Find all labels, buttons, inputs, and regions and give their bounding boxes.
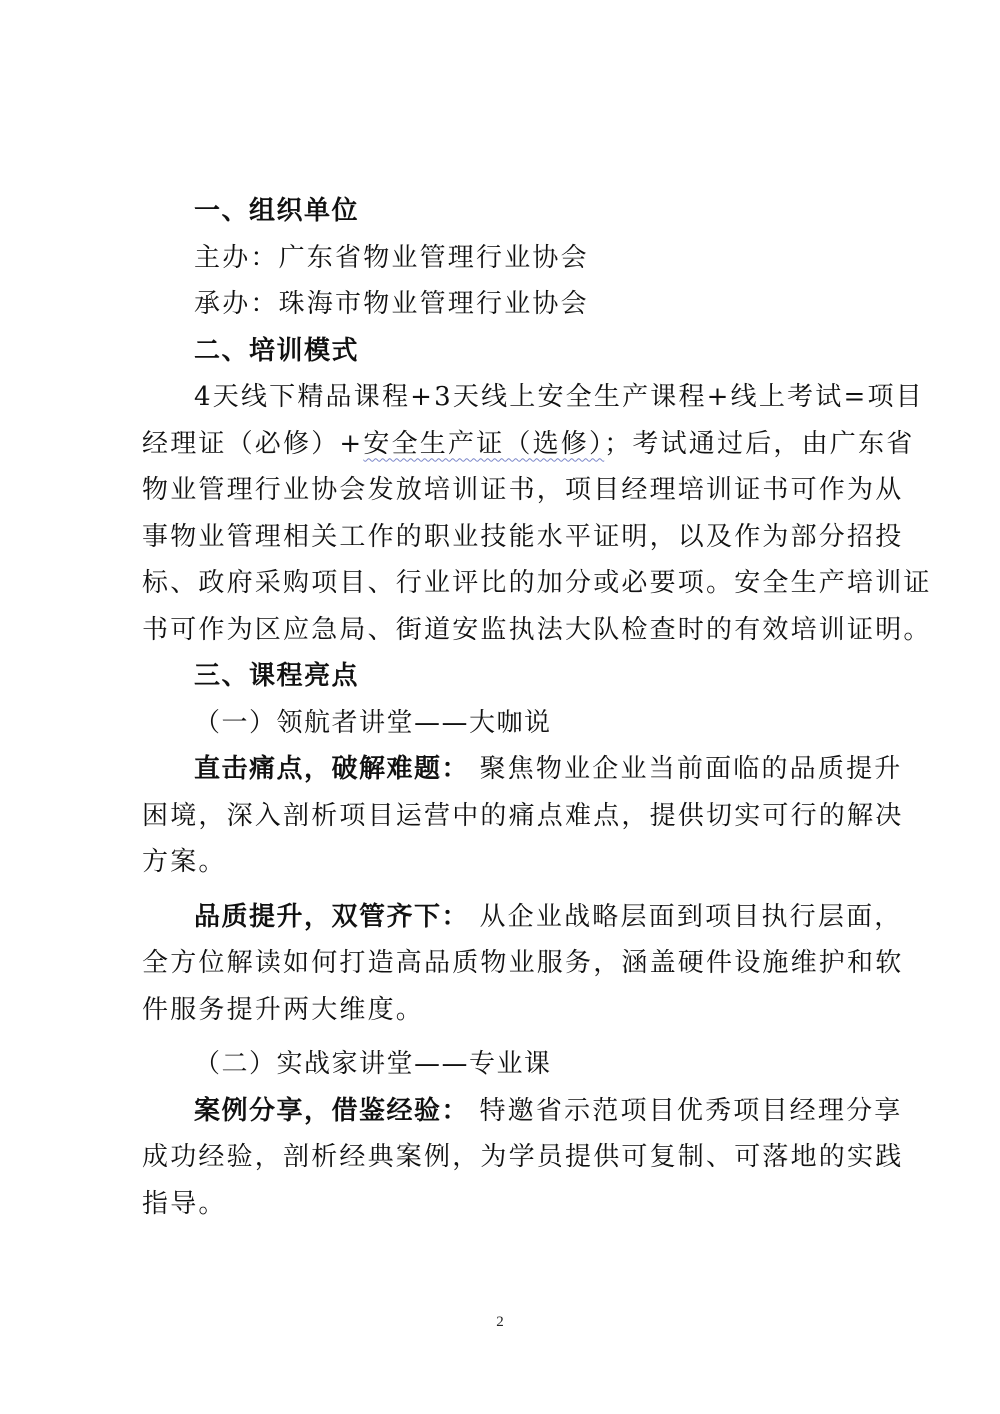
paragraph-line: 方案。: [142, 847, 227, 877]
section-heading-organizers: 一、组织单位: [194, 196, 360, 226]
paragraph-line: [142, 1088, 903, 1135]
paragraph-line: 物业管理行业协会发放培训证书，项目经理培训证书可作为从: [142, 475, 904, 505]
spellcheck-underlined-text: 安全生产证（选修）: [363, 428, 605, 459]
paragraph-line: 标、政府采购项目、行业评比的加分或必要项。安全生产培训证: [142, 568, 932, 598]
page-number: 2: [496, 1314, 504, 1330]
organizer-line: 承办：珠海市物业管理行业协会: [194, 289, 589, 319]
text-run: 从企业战略层面到项目执行层面，: [479, 901, 903, 932]
bold-lead-in: 直击痛点，破解难题：: [194, 754, 470, 784]
host-line: 主办：广东省物业管理行业协会: [194, 242, 589, 273]
paragraph-line: 4天线下精品课程+3天线上安全生产课程+线上考试=项目: [194, 382, 924, 412]
paragraph-line: 指导。: [142, 1188, 227, 1219]
paragraph-gap: [142, 886, 878, 894]
paragraph-line: 书可作为区应急局、街道安监执法大队检查时的有效培训证明。: [142, 614, 932, 645]
paragraph-line: 件服务提升两大维度。: [142, 994, 425, 1025]
paragraph-line: 困境，深入剖析项目运营中的痛点难点，提供切实可行的解决: [142, 800, 904, 831]
paragraph-line: [142, 746, 903, 793]
page-body: [142, 188, 932, 1227]
text-run: 聚焦物业企业当前面临的品质提升: [479, 754, 903, 784]
paragraph-line: [142, 894, 903, 941]
text-run: 特邀省示范项目优秀项目经理分享: [479, 1095, 903, 1126]
paragraph-line: 成功经验，剖析经典案例，为学员提供可复制、可落地的实践: [142, 1142, 904, 1172]
text-run: ；考试通过后，由广东省: [604, 428, 915, 459]
paragraph-line: 全方位解读如何打造高品质物业服务，涵盖硬件设施维护和软: [142, 948, 904, 978]
section-heading-training-mode: 二、培训模式: [194, 335, 360, 366]
subheading-leaders-forum: （一）领航者讲堂——大咖说: [194, 707, 552, 738]
text-run: 经理证（必修）+: [142, 428, 364, 459]
paragraph-line: 事物业管理相关工作的职业技能水平证明，以及作为部分招投: [142, 521, 904, 552]
paragraph-line: [142, 421, 915, 468]
subheading-practitioners-forum: （二）实战家讲堂——专业课: [194, 1049, 552, 1079]
bold-lead-in: 案例分享，借鉴经验：: [194, 1095, 470, 1126]
paragraph-gap: [142, 1033, 878, 1041]
section-heading-highlights: 三、课程亮点: [194, 661, 360, 691]
bold-lead-in: 品质提升，双管齐下：: [194, 901, 470, 932]
